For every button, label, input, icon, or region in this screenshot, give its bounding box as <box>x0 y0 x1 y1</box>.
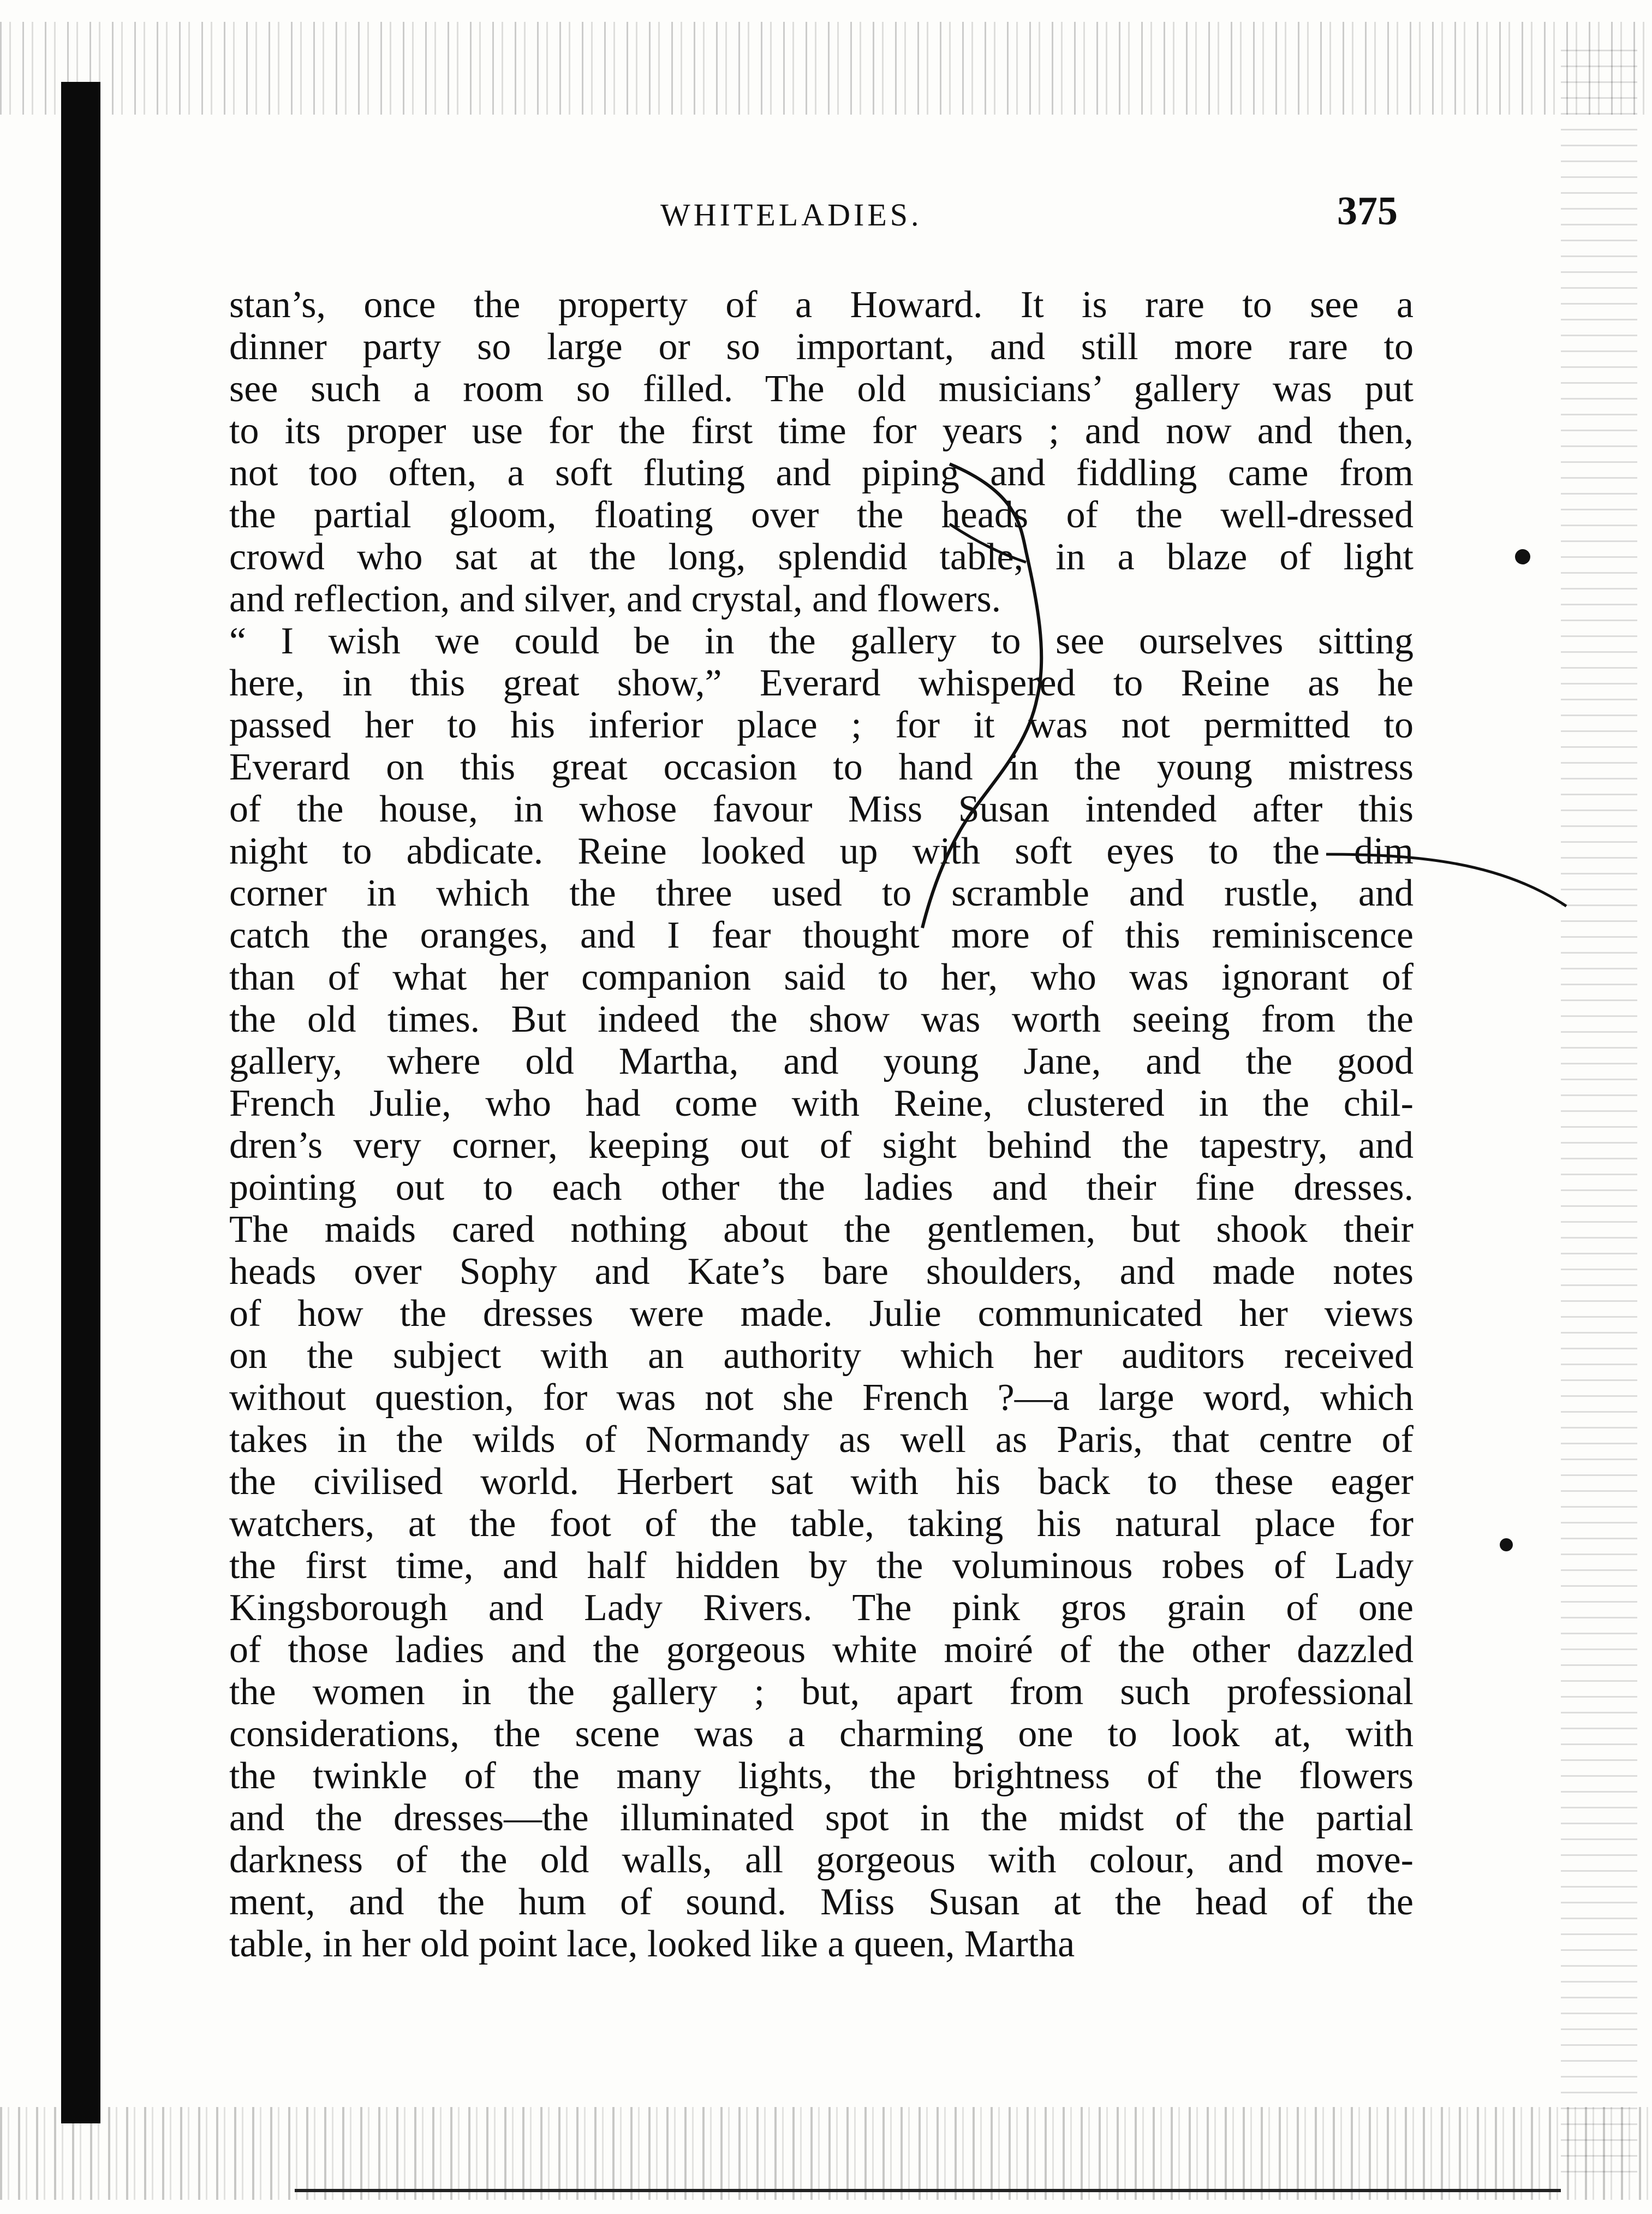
text-line: on the subject with an authority which her auditors received <box>229 1335 1414 1377</box>
text-line: pointing out to each other the ladies and their fine dresses. <box>229 1166 1414 1209</box>
page-number: 375 <box>1337 189 1398 234</box>
text-line: dinner party so large or so important, and still more rare to <box>229 326 1414 368</box>
text-line: and the dresses—the illuminated spot in the midst of the partial <box>229 1797 1414 1839</box>
text-line: Kingsborough and Lady Rivers. The pink gros grain of one <box>229 1587 1414 1629</box>
text-line: Everard on this great occasion to hand in the young mistress <box>229 746 1414 788</box>
text-line: “ I wish we could be in the gallery to see ourselves sitting <box>229 620 1414 662</box>
text-line: than of what her companion said to her, who was ignorant of <box>229 956 1414 998</box>
text-line: the partial gloom, floating over the heads of the well-dressed <box>229 494 1414 536</box>
text-line: of the house, in whose favour Miss Susan intended after this <box>229 788 1414 830</box>
text-line: without question, for was not she French ?—a large word, which <box>229 1377 1414 1419</box>
body-text <box>229 284 1414 1965</box>
text-line: night to abdicate. Reine looked up with soft eyes to the dim <box>229 830 1414 872</box>
text-line: here, in this great show,” Everard whispered to Reine as he <box>229 662 1414 704</box>
running-head: WHITELADIES. <box>660 197 922 233</box>
text-line: see such a room so filled. The old musicians’ gallery was put <box>229 368 1414 410</box>
text-line: to its proper use for the first time for years ; and now and then, <box>229 410 1414 452</box>
text-line: French Julie, who had come with Reine, clustered in the chil- <box>229 1082 1414 1124</box>
text-line: considerations, the scene was a charming one to look at, with <box>229 1713 1414 1755</box>
text-line: watchers, at the foot of the table, taking his natural place for <box>229 1503 1414 1545</box>
text-line: and reflection, and silver, and crystal, and flowers. <box>229 578 1001 620</box>
text-line: stan’s, once the property of a Howard. It is rare to see a <box>229 284 1414 326</box>
text-line: takes in the wilds of Normandy as well as Paris, that centre of <box>229 1419 1414 1461</box>
text-line: not too often, a soft fluting and piping and fiddling came from <box>229 452 1414 494</box>
text-line: the civilised world. Herbert sat with his back to these eager <box>229 1461 1414 1503</box>
text-line: heads over Sophy and Kate’s bare shoulders, and made notes <box>229 1251 1414 1293</box>
text-line: the women in the gallery ; but, apart from such professional <box>229 1671 1414 1713</box>
text-line: passed her to his inferior place ; for it was not permitted to <box>229 704 1414 746</box>
text-line: The maids cared nothing about the gentlemen, but shook their <box>229 1209 1414 1251</box>
text-line: the old times. But indeed the show was worth seeing from the <box>229 998 1414 1040</box>
text-line: ment, and the hum of sound. Miss Susan at the head of the <box>229 1881 1414 1923</box>
text-line: corner in which the three used to scramble and rustle, and <box>229 872 1414 914</box>
text-line: the first time, and half hidden by the voluminous robes of Lady <box>229 1545 1414 1587</box>
text-line: table, in her old point lace, looked like a queen, Martha <box>229 1923 1075 1965</box>
text-line: darkness of the old walls, all gorgeous with colour, and move- <box>229 1839 1414 1881</box>
text-line: gallery, where old Martha, and young Jane, and the good <box>229 1040 1414 1082</box>
text-line: crowd who sat at the long, splendid table, in a blaze of light <box>229 536 1414 578</box>
text-line: the twinkle of the many lights, the brightness of the flowers <box>229 1755 1414 1797</box>
text-line: of how the dresses were made. Julie communicated her views <box>229 1293 1414 1335</box>
text-line: of those ladies and the gorgeous white moiré of the other dazzled <box>229 1629 1414 1671</box>
text-line: catch the oranges, and I fear thought more of this reminiscence <box>229 914 1414 956</box>
text-line: dren’s very corner, keeping out of sight behind the tapestry, and <box>229 1124 1414 1166</box>
